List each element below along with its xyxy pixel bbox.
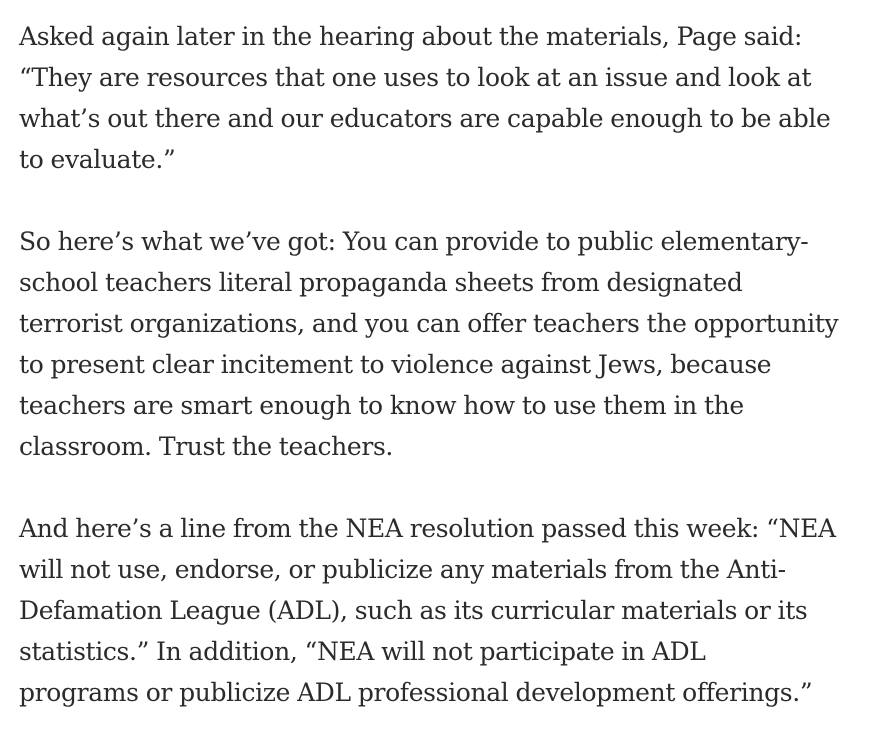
text-line: “They are resources that one uses to look at an issue and look at <box>19 63 812 92</box>
text-line: to present clear incitement to violence against Jews, because <box>19 350 772 379</box>
text-line: will not use, endorse, or publicize any materials from the Anti- <box>19 555 786 584</box>
text-line: school teachers literal propaganda sheets from designated <box>19 268 743 297</box>
paragraph-nea-resolution <box>19 508 869 713</box>
text-line: what’s out there and our educators are capable enough to be able <box>19 104 831 133</box>
text-line: And here’s a line from the NEA resolution passed this week: “NEA <box>19 514 836 543</box>
paragraph-page-quote <box>19 16 869 180</box>
text-line: So here’s what we’ve got: You can provide to public elementary- <box>19 227 809 256</box>
text-line: Asked again later in the hearing about the materials, Page said: <box>19 22 803 51</box>
article-body <box>19 16 869 754</box>
text-line: to evaluate.” <box>19 145 176 174</box>
text-line: programs or publicize ADL professional development offerings.” <box>19 678 813 707</box>
text-line: statistics.” In addition, “NEA will not participate in ADL <box>19 637 706 666</box>
text-line: classroom. Trust the teachers. <box>19 432 394 461</box>
text-line: terrorist organizations, and you can offer teachers the opportunity <box>19 309 839 338</box>
text-line: Defamation League (ADL), such as its curricular materials or its <box>19 596 808 625</box>
paragraph-commentary <box>19 221 869 467</box>
text-line: teachers are smart enough to know how to use them in the <box>19 391 744 420</box>
